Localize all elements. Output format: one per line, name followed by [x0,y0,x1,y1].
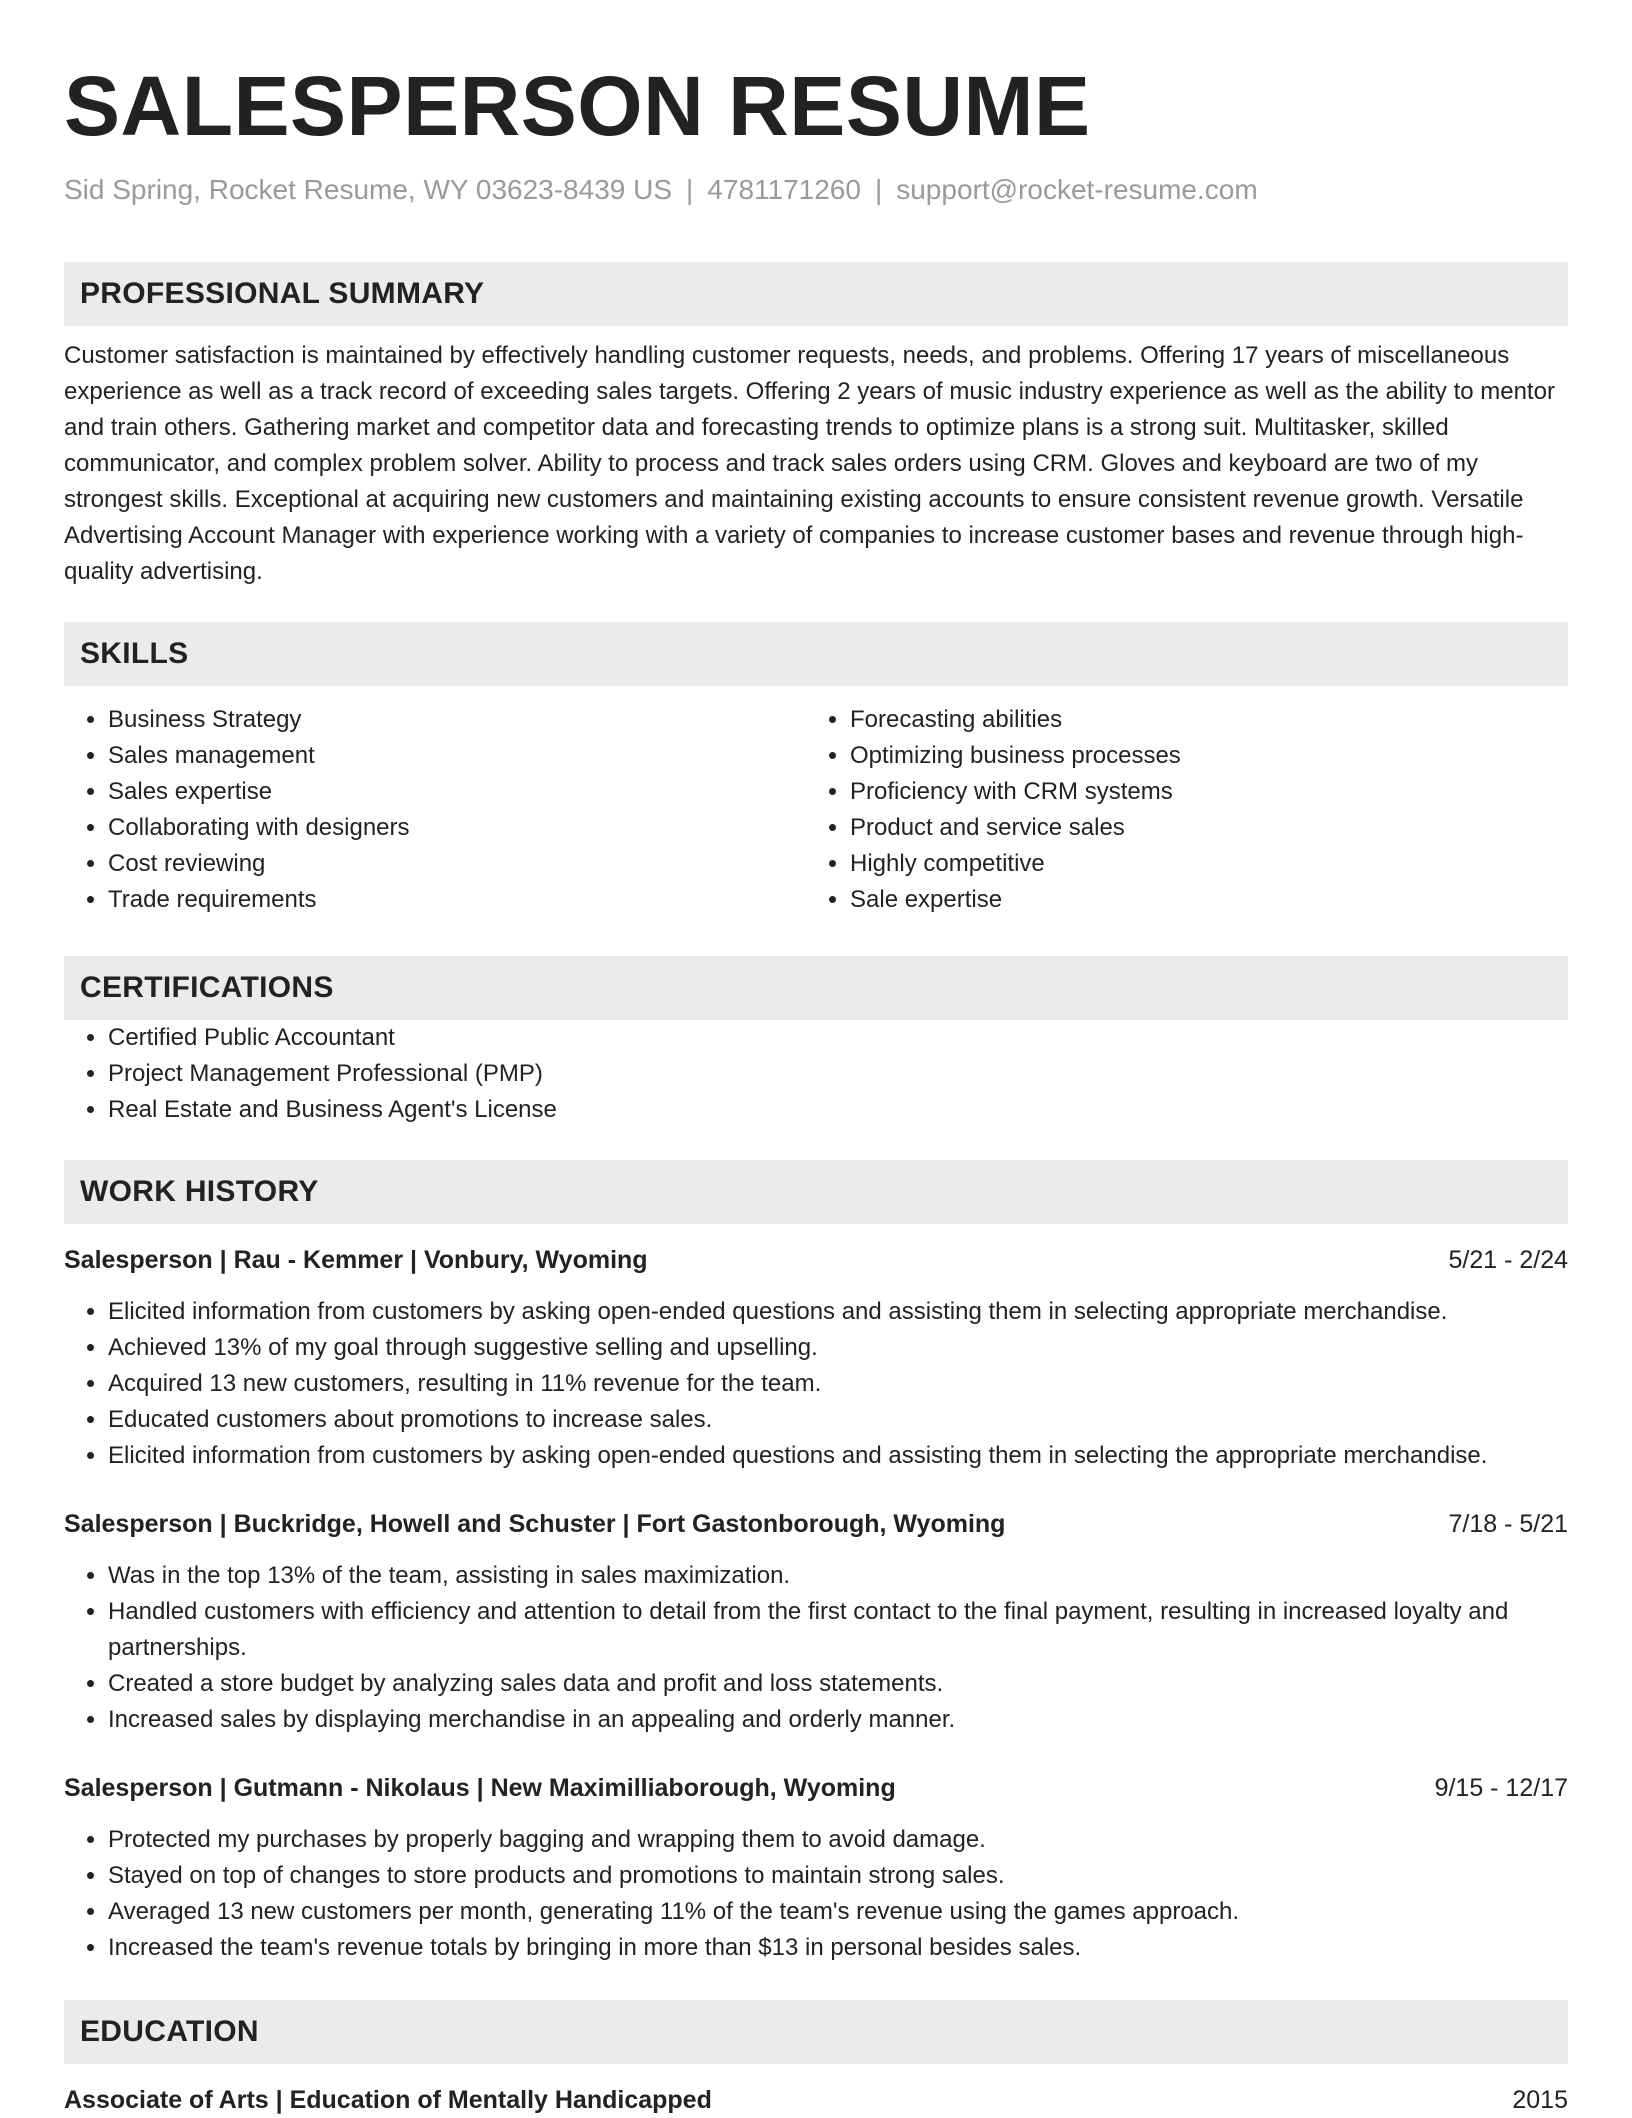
resume-title: SALESPERSON RESUME [64,59,1091,153]
section-heading-work-history: WORK HISTORY [64,1160,1568,1224]
job-dates: 7/18 - 5/21 [1448,1510,1568,1538]
job-header [64,1506,1568,1542]
summary-text: Customer satisfaction is maintained by effectively handling customer requests, needs, and problems. Offering 17 years of miscellaneous experience as well as a track record of exceeding sales targets. Offering 2 years of music industry experience as well as the ability to mentor and train others. Gathering market and competitor data and forecasting trends to optimize plans is a strong suit. Multitasker, skilled communicator, and complex problem solver. Ability to process and track sales orders using CRM. Gloves and keyboard are two of my strongest skills. Exceptional at acquiring new customers and maintaining existing accounts to ensure consistent revenue growth. Versatile Advertising Account Manager with experience working with a variety of companies to increase customer bases and revenue through high-quality advertising. [64,342,1555,585]
skills-list [64,702,1568,918]
contact-separator: | [686,174,694,205]
education-degree: Associate of Arts | Education of Mentally Handicapped [64,2086,712,2114]
job-bullet: • Handled customers with efficiency and attention to detail from the first contact to the final payment, resulting in increased loyalty and partnerships. [108,1594,1568,1666]
job-title: Salesperson | Rau - Kemmer | Vonbury, Wyoming [64,1246,648,1274]
skill-item: • Business Strategy [108,702,806,738]
job-bullet: • Protected my purchases by properly bagging and wrapping them to avoid damage. [108,1822,1568,1858]
certifications-list [64,1020,1568,1128]
contact-address: Sid Spring, Rocket Resume, WY 03623-8439 US [64,174,673,205]
job-bullets [64,1822,1568,1966]
job-title: Salesperson | Buckridge, Howell and Schuster | Fort Gastonborough, Wyoming [64,1510,1006,1538]
education-entry [64,2082,1568,2118]
job-bullet: • Increased the team's revenue totals by bringing in more than $13 in personal besides sales. [108,1930,1568,1966]
skill-item: • Forecasting abilities [850,702,1568,738]
job-bullet: • Elicited information from customers by asking open-ended questions and assisting them in selecting appropriate merchandise. [108,1294,1568,1330]
job-entry [64,1770,1568,1966]
job-bullets [64,1558,1568,1738]
skill-item: • Product and service sales [850,810,1568,846]
section-heading-certifications: CERTIFICATIONS [64,956,1568,1020]
contact-phone: 4781171260 [707,174,861,205]
job-bullets [64,1294,1568,1474]
job-entry [64,1242,1568,1474]
section-heading-summary: PROFESSIONAL SUMMARY [64,262,1568,326]
skill-item: • Optimizing business processes [850,738,1568,774]
skill-item: • Highly competitive [850,846,1568,882]
skill-item: • Trade requirements [108,882,806,918]
job-dates: 9/15 - 12/17 [1434,1774,1568,1802]
job-entry [64,1506,1568,1738]
section-heading-skills: SKILLS [64,622,1568,686]
certification-item: • Certified Public Accountant [108,1020,1568,1056]
certification-item: • Project Management Professional (PMP) [108,1056,1568,1092]
certification-item: • Real Estate and Business Agent's License [108,1092,1568,1128]
skill-item: • Sale expertise [850,882,1568,918]
job-bullet: • Increased sales by displaying merchandise in an appealing and orderly manner. [108,1702,1568,1738]
job-bullet: • Acquired 13 new customers, resulting in 11% revenue for the team. [108,1366,1568,1402]
education-year: 2015 [1512,2086,1568,2114]
skill-item: • Proficiency with CRM systems [850,774,1568,810]
contact-separator: | [874,174,883,205]
job-bullet: • Created a store budget by analyzing sales data and profit and loss statements. [108,1666,1568,1702]
job-bullet: • Achieved 13% of my goal through suggestive selling and upselling. [108,1330,1568,1366]
skill-item: • Collaborating with designers [108,810,806,846]
job-bullet: • Averaged 13 new customers per month, generating 11% of the team's revenue using the games approach. [108,1894,1568,1930]
skill-item: • Sales expertise [108,774,806,810]
skills-column-right [806,702,1568,918]
job-bullet: • Educated customers about promotions to increase sales. [108,1402,1568,1438]
skills-column-left [64,702,806,918]
contact-email: support@rocket-resume.com [896,174,1258,205]
skill-item: • Sales management [108,738,806,774]
job-bullet: • Stayed on top of changes to store products and promotions to maintain strong sales. [108,1858,1568,1894]
job-bullet: • Elicited information from customers by asking open-ended questions and assisting them in selecting the appropriate merchandise. [108,1438,1568,1474]
job-header [64,1770,1568,1806]
job-title: Salesperson | Gutmann - Nikolaus | New Maximilliaborough, Wyoming [64,1774,896,1802]
contact-line [64,172,1568,208]
skill-item: • Cost reviewing [108,846,806,882]
job-dates: 5/21 - 2/24 [1448,1246,1568,1274]
section-heading-education: EDUCATION [64,2000,1568,2064]
job-header [64,1242,1568,1278]
job-bullet: • Was in the top 13% of the team, assisting in sales maximization. [108,1558,1568,1594]
